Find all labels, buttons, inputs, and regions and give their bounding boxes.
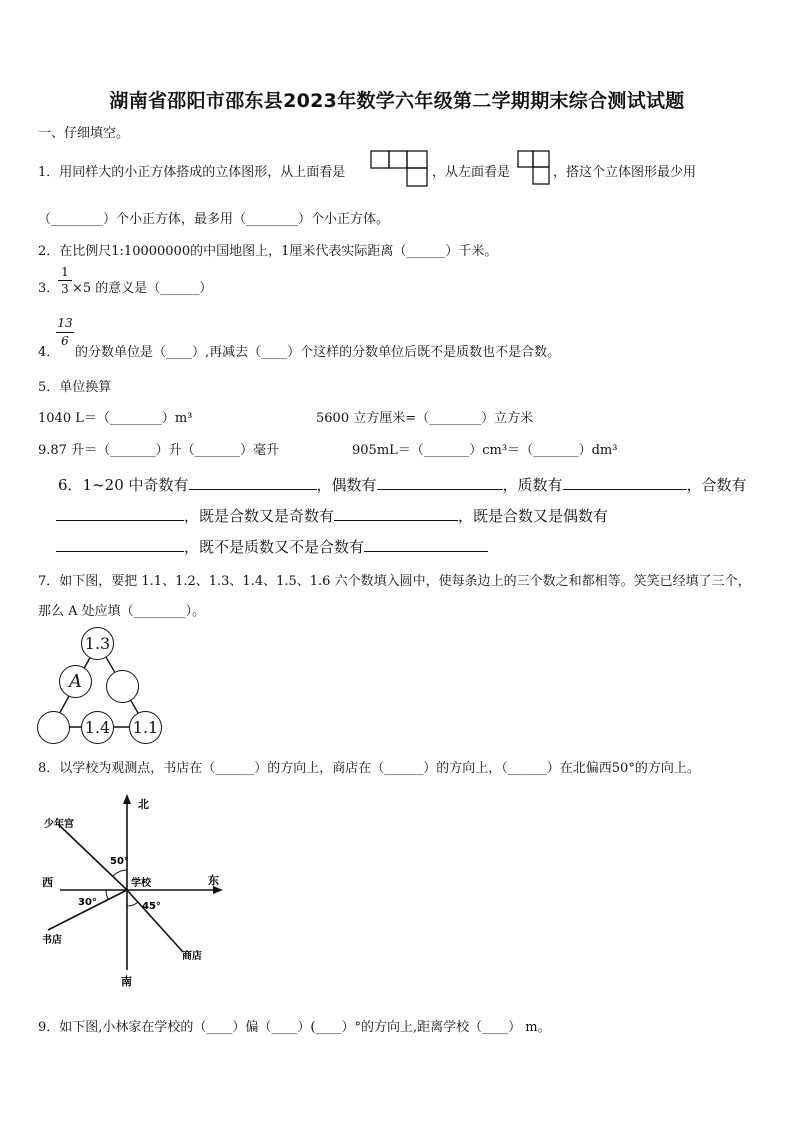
q5-line2-right: 905mL＝（_______）cm³＝（_______）dm³ [352, 443, 618, 458]
q9-text: 9．如下图,小林家在学校的（____）偏（____）(____）°的方向上,距离学校（____） m。 [38, 1020, 551, 1035]
q1-part-a: 1．用同样大的小正方体搭成的立体图形，从上面看是 [38, 165, 346, 180]
label-west: 西 [42, 876, 53, 889]
q6-line-2 [56, 505, 608, 526]
q5-label: 5．单位换算 [38, 380, 112, 395]
q8-text: 8．以学校为观测点，书店在（______）的方向上，商店在（______）的方向上，（______）在北偏西50°的方向上。 [38, 761, 700, 776]
q3-fraction-denominator: 3 [61, 282, 69, 296]
q6-text-g: ，既不是质数又不是合数有 [184, 538, 365, 556]
q6-text-d: ，合数有 [686, 476, 747, 494]
left-view-grid-icon [517, 150, 551, 186]
q4-number: 4． [38, 345, 60, 360]
q6-blank-composite-even[interactable] [56, 537, 184, 552]
label-angle-30: 30° [78, 897, 97, 908]
q4-fraction-numerator: 13 [57, 316, 73, 330]
q7-circle-bottom-middle: 1.4 [81, 711, 114, 744]
q5-line1-right: 5600 立方厘米=（________）立方米 [316, 411, 534, 426]
q1-part-b: ，从左面看是 [432, 165, 511, 180]
q6-blank-composite-odd[interactable] [334, 506, 458, 521]
q7-circle-a: A [59, 665, 92, 698]
page-title: 湖南省邵阳市邵东县2023年数学六年级第二学期期末综合测试试题 [109, 90, 685, 112]
q5-line1-left: 1040 L＝（________）m³ [38, 411, 193, 426]
q6-blank-composite[interactable] [56, 506, 184, 521]
q4-text: 的分数单位是（____）,再减去（____）个这样的分数单位后既不是质数也不是合数。 [75, 345, 561, 360]
q3-number: 3． [38, 281, 60, 296]
q6-text-a: 6．1~20 中奇数有 [58, 476, 189, 494]
q6-text-e: ，既是合数又是奇数有 [184, 507, 335, 525]
q3-text: ×5 的意义是（______） [72, 281, 213, 296]
label-bookstore: 书店 [42, 935, 62, 946]
q6-text-c: ，质数有 [502, 476, 563, 494]
q8-direction-diagram [30, 790, 230, 995]
q5-line2-left: 9.87 升＝（_______）升（_______）毫升 [38, 443, 280, 458]
q6-blank-odd[interactable] [189, 475, 317, 490]
q3-fraction-bar [58, 280, 72, 281]
label-shop: 商店 [182, 951, 202, 962]
q1-part-c: ，搭这个立体图形最少用 [553, 165, 697, 180]
q6-line-3 [56, 536, 488, 557]
q7-circle-bottom-right: 1.1 [129, 711, 162, 744]
label-youth-palace: 少年宫 [44, 819, 74, 830]
q6-blank-even[interactable] [377, 475, 503, 490]
q7-circle-bottom-left [37, 711, 70, 744]
label-angle-45: 45° [142, 901, 161, 912]
q7-line-1: 7．如下图，要把 1.1、1.2、1.3、1.4、1.5、1.6 六个数填入圆中，使每条边上的三个数之和都相等。笑笑已经填了三个， [38, 574, 751, 589]
q4-fraction [56, 316, 74, 348]
label-south: 南 [121, 975, 132, 988]
q6-blank-prime[interactable] [563, 475, 687, 490]
q4-fraction-denominator: 6 [61, 334, 69, 348]
label-north: 北 [138, 798, 149, 811]
q7-circle-top: 1.3 [81, 627, 114, 660]
q1-line-2: （________）个小正方体，最多用（________）个小正方体。 [38, 212, 390, 227]
label-school: 学校 [131, 878, 151, 889]
q4-fraction-bar [56, 332, 74, 333]
q3-fraction-numerator: 1 [61, 265, 69, 279]
q6-text-f: ，既是合数又是偶数有 [458, 507, 609, 525]
q6-line-1 [58, 474, 747, 495]
q2-text: 2．在比例尺1:10000000的中国地图上，1厘米代表实际距离（______）千米。 [38, 244, 498, 259]
label-angle-50: 50° [110, 856, 129, 867]
q3-fraction [58, 265, 72, 296]
q7-circle-right [106, 670, 139, 703]
top-view-grid-icon [370, 150, 430, 188]
q6-text-b: ，偶数有 [316, 476, 377, 494]
section-heading: 一、仔细填空。 [38, 126, 130, 141]
q7-line-2: 那么 A 处应填（________）。 [38, 604, 206, 619]
q6-blank-neither[interactable] [364, 537, 488, 552]
label-east: 东 [208, 874, 219, 887]
